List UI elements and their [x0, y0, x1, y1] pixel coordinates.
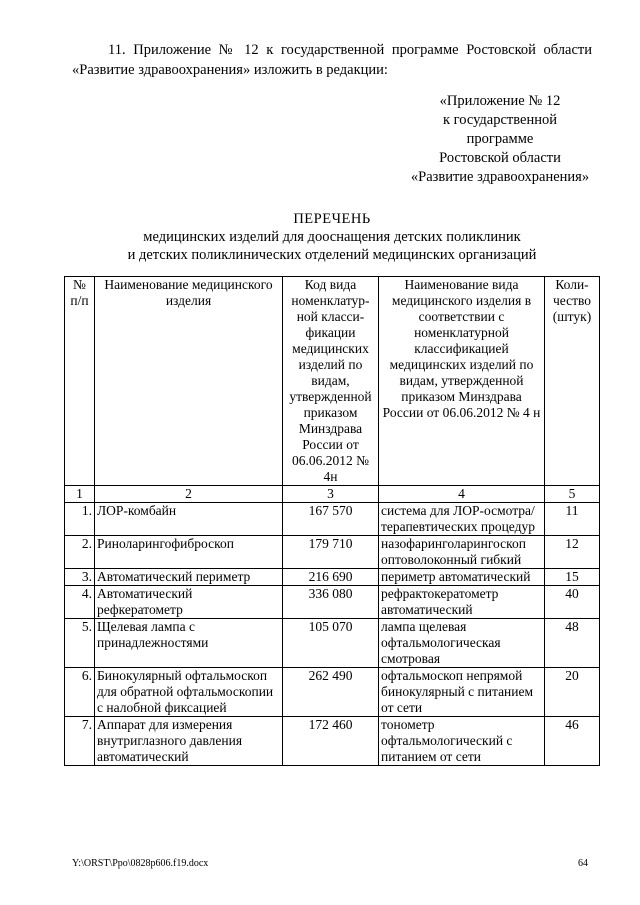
- col-number: 2: [95, 486, 283, 503]
- row-code: 216 690: [283, 569, 379, 586]
- intro-paragraph: 11. Приложение № 12 к государственной программе Ростовской области «Развитие здравоохранения» изложить в редакции:: [72, 42, 592, 78]
- row-qty: 46: [545, 717, 600, 766]
- row-code: 167 570: [283, 503, 379, 536]
- row-code: 336 080: [283, 586, 379, 619]
- appendix-line-4: Ростовской области: [439, 150, 561, 166]
- header-code: Код вида номенклатур-ной класси-фикации медицинских изделий по видам, утвержденной приказом Минздрава России от 06.06.2012 № 4н: [283, 277, 379, 486]
- row-num: 1.: [65, 503, 95, 536]
- row-name: Автоматический периметр: [95, 569, 283, 586]
- col-number: 4: [379, 486, 545, 503]
- row-num: 2.: [65, 536, 95, 569]
- row-kind: периметр автоматический: [379, 569, 545, 586]
- row-qty: 15: [545, 569, 600, 586]
- appendix-line-2: к государственной: [442, 112, 557, 128]
- header-kind: Наименование вида медицинского изделия в соответствии с номенклатурной классификацией медицинских изделий по видам, утвержденной приказом Минздрава России от 06.06.2012 № 4 н: [379, 277, 545, 486]
- column-number-row: [65, 486, 600, 503]
- document-title: [64, 210, 600, 264]
- col-number: 1: [65, 486, 95, 503]
- row-code: 179 710: [283, 536, 379, 569]
- row-num: 3.: [65, 569, 95, 586]
- row-code: 262 490: [283, 668, 379, 717]
- row-num: 7.: [65, 717, 95, 766]
- row-code: 172 460: [283, 717, 379, 766]
- row-kind: рефрактокератометр автоматический: [379, 586, 545, 619]
- table-row: [65, 586, 600, 619]
- row-kind: лампа щелевая офтальмологическая смотровая: [379, 619, 545, 668]
- footer-page-number: 64: [578, 858, 588, 869]
- table-row: [65, 619, 600, 668]
- row-kind: система для ЛОР-осмотра/терапевтических процедур: [379, 503, 545, 536]
- row-kind: назофаринголарингоскоп оптоволоконный гибкий: [379, 536, 545, 569]
- row-name: Автоматический рефкератометр: [95, 586, 283, 619]
- table-row: [65, 536, 600, 569]
- table-row: [65, 717, 600, 766]
- col-number: 3: [283, 486, 379, 503]
- header-name: Наименование медицинского изделия: [95, 277, 283, 486]
- table-row: [65, 503, 600, 536]
- row-code: 105 070: [283, 619, 379, 668]
- appendix-line-3: программе: [466, 131, 534, 147]
- row-name: ЛОР-комбайн: [95, 503, 283, 536]
- appendix-block: [400, 92, 600, 187]
- row-num: 6.: [65, 668, 95, 717]
- row-name: Бинокулярный офтальмоскоп для обратной офтальмоскопии с налобной фиксацией: [95, 668, 283, 717]
- row-qty: 11: [545, 503, 600, 536]
- header-qty: Коли-чество (штук): [545, 277, 600, 486]
- title-line-2: и детских поликлинических отделений медицинских организаций: [127, 247, 537, 263]
- row-num: 4.: [65, 586, 95, 619]
- title-heading: ПЕРЕЧЕНЬ: [293, 211, 371, 227]
- footer-file-path: Y:\ORST\Ppo\0828p606.f19.docx: [72, 858, 209, 869]
- table-row: [65, 668, 600, 717]
- title-line-1: медицинских изделий для дооснащения детских поликлиник: [143, 229, 521, 245]
- row-kind: офтальмоскоп непрямой бинокулярный с питанием от сети: [379, 668, 545, 717]
- appendix-line-1: «Приложение № 12: [439, 93, 561, 109]
- table-header-row: [65, 277, 600, 486]
- row-name: Риноларингофиброскоп: [95, 536, 283, 569]
- row-qty: 40: [545, 586, 600, 619]
- row-name: Щелевая лампа с принадлежностями: [95, 619, 283, 668]
- equipment-table: [64, 276, 600, 766]
- header-num: № п/п: [65, 277, 95, 486]
- row-num: 5.: [65, 619, 95, 668]
- row-name: Аппарат для измерения внутриглазного давления автоматический: [95, 717, 283, 766]
- appendix-line-5: «Развитие здравоохранения»: [410, 169, 590, 185]
- row-qty: 20: [545, 668, 600, 717]
- col-number: 5: [545, 486, 600, 503]
- row-qty: 48: [545, 619, 600, 668]
- row-qty: 12: [545, 536, 600, 569]
- row-kind: тонометр офтальмологический с питанием от сети: [379, 717, 545, 766]
- table-row: [65, 569, 600, 586]
